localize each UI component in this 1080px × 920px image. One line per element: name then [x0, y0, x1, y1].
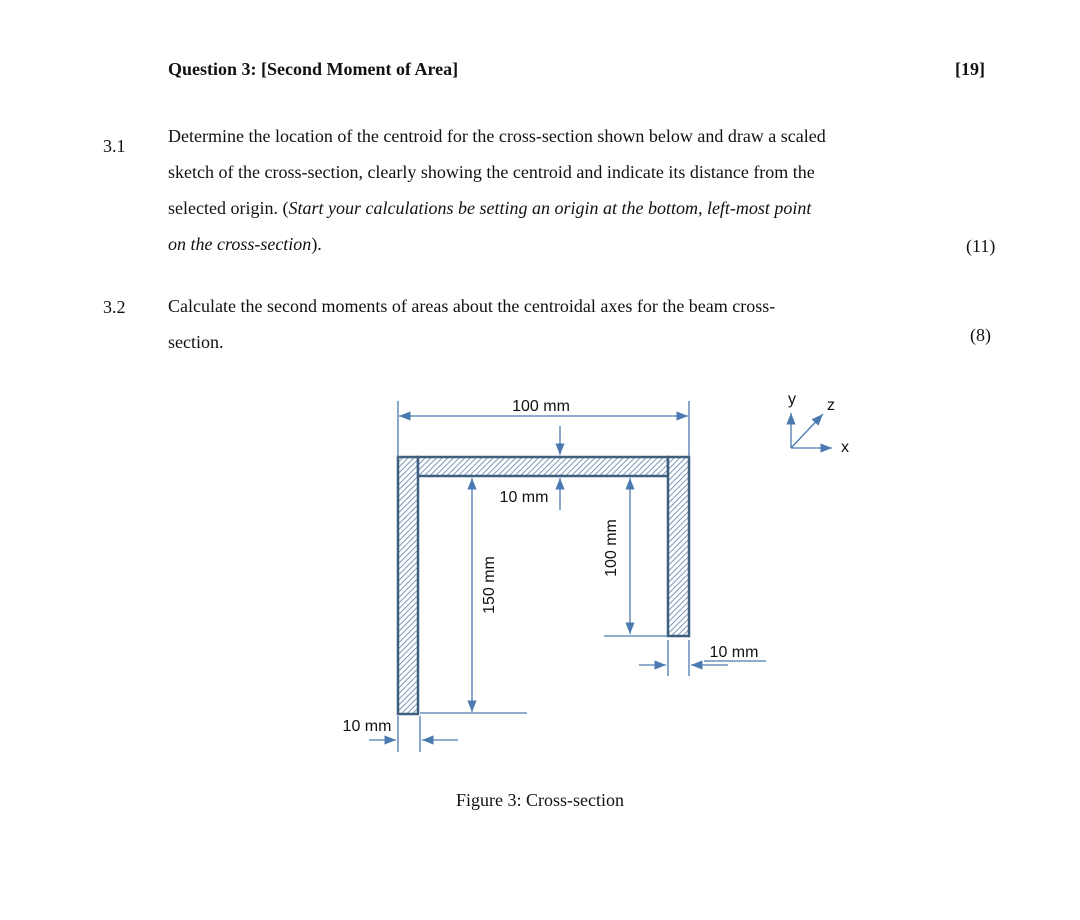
q31-line3-plain: selected origin. (	[168, 198, 289, 218]
axis-z-label: z	[827, 397, 835, 414]
question-3-1-marks: (11)	[966, 236, 996, 256]
right-thickness-label: 10 mm	[709, 644, 759, 661]
top-width-label: 100 mm	[512, 398, 570, 415]
axis-x-label: x	[841, 439, 849, 456]
left-height-label: 150 mm	[481, 556, 498, 614]
item-number-3-1: 3.1	[103, 136, 126, 156]
figure-caption: Figure 3: Cross-section	[456, 790, 624, 810]
q32-line1: Calculate the second moments of areas about the centroidal axes for the beam cross-	[168, 296, 776, 316]
q32-line2: section.	[168, 332, 224, 352]
question-total-marks: [19]	[955, 59, 985, 79]
q31-line2: sketch of the cross-section, clearly showing the centroid and indicate its distance from the	[168, 162, 815, 182]
q31-line4-italic: on the cross-section	[168, 234, 312, 254]
top-flange	[418, 457, 668, 476]
axis-y-label: y	[788, 391, 796, 408]
right-height-label: 100 mm	[603, 519, 620, 577]
item-number-3-2: 3.2	[103, 297, 126, 317]
flange-thickness-label: 10 mm	[499, 489, 549, 506]
left-thickness-label: 10 mm	[342, 718, 392, 735]
q31-line1: Determine the location of the centroid for the cross-section shown below and draw a scaled	[168, 126, 826, 146]
right-web	[668, 457, 689, 636]
left-web	[398, 457, 418, 714]
axis-z-arrow	[791, 414, 823, 448]
question-3-2-marks: (8)	[970, 325, 991, 345]
q31-line4-plain: ).	[311, 234, 322, 254]
q31-line3-italic: Start your calculations be setting an origin at the bottom, left-most point	[288, 198, 812, 218]
question-title: Question 3: [Second Moment of Area]	[168, 59, 459, 79]
